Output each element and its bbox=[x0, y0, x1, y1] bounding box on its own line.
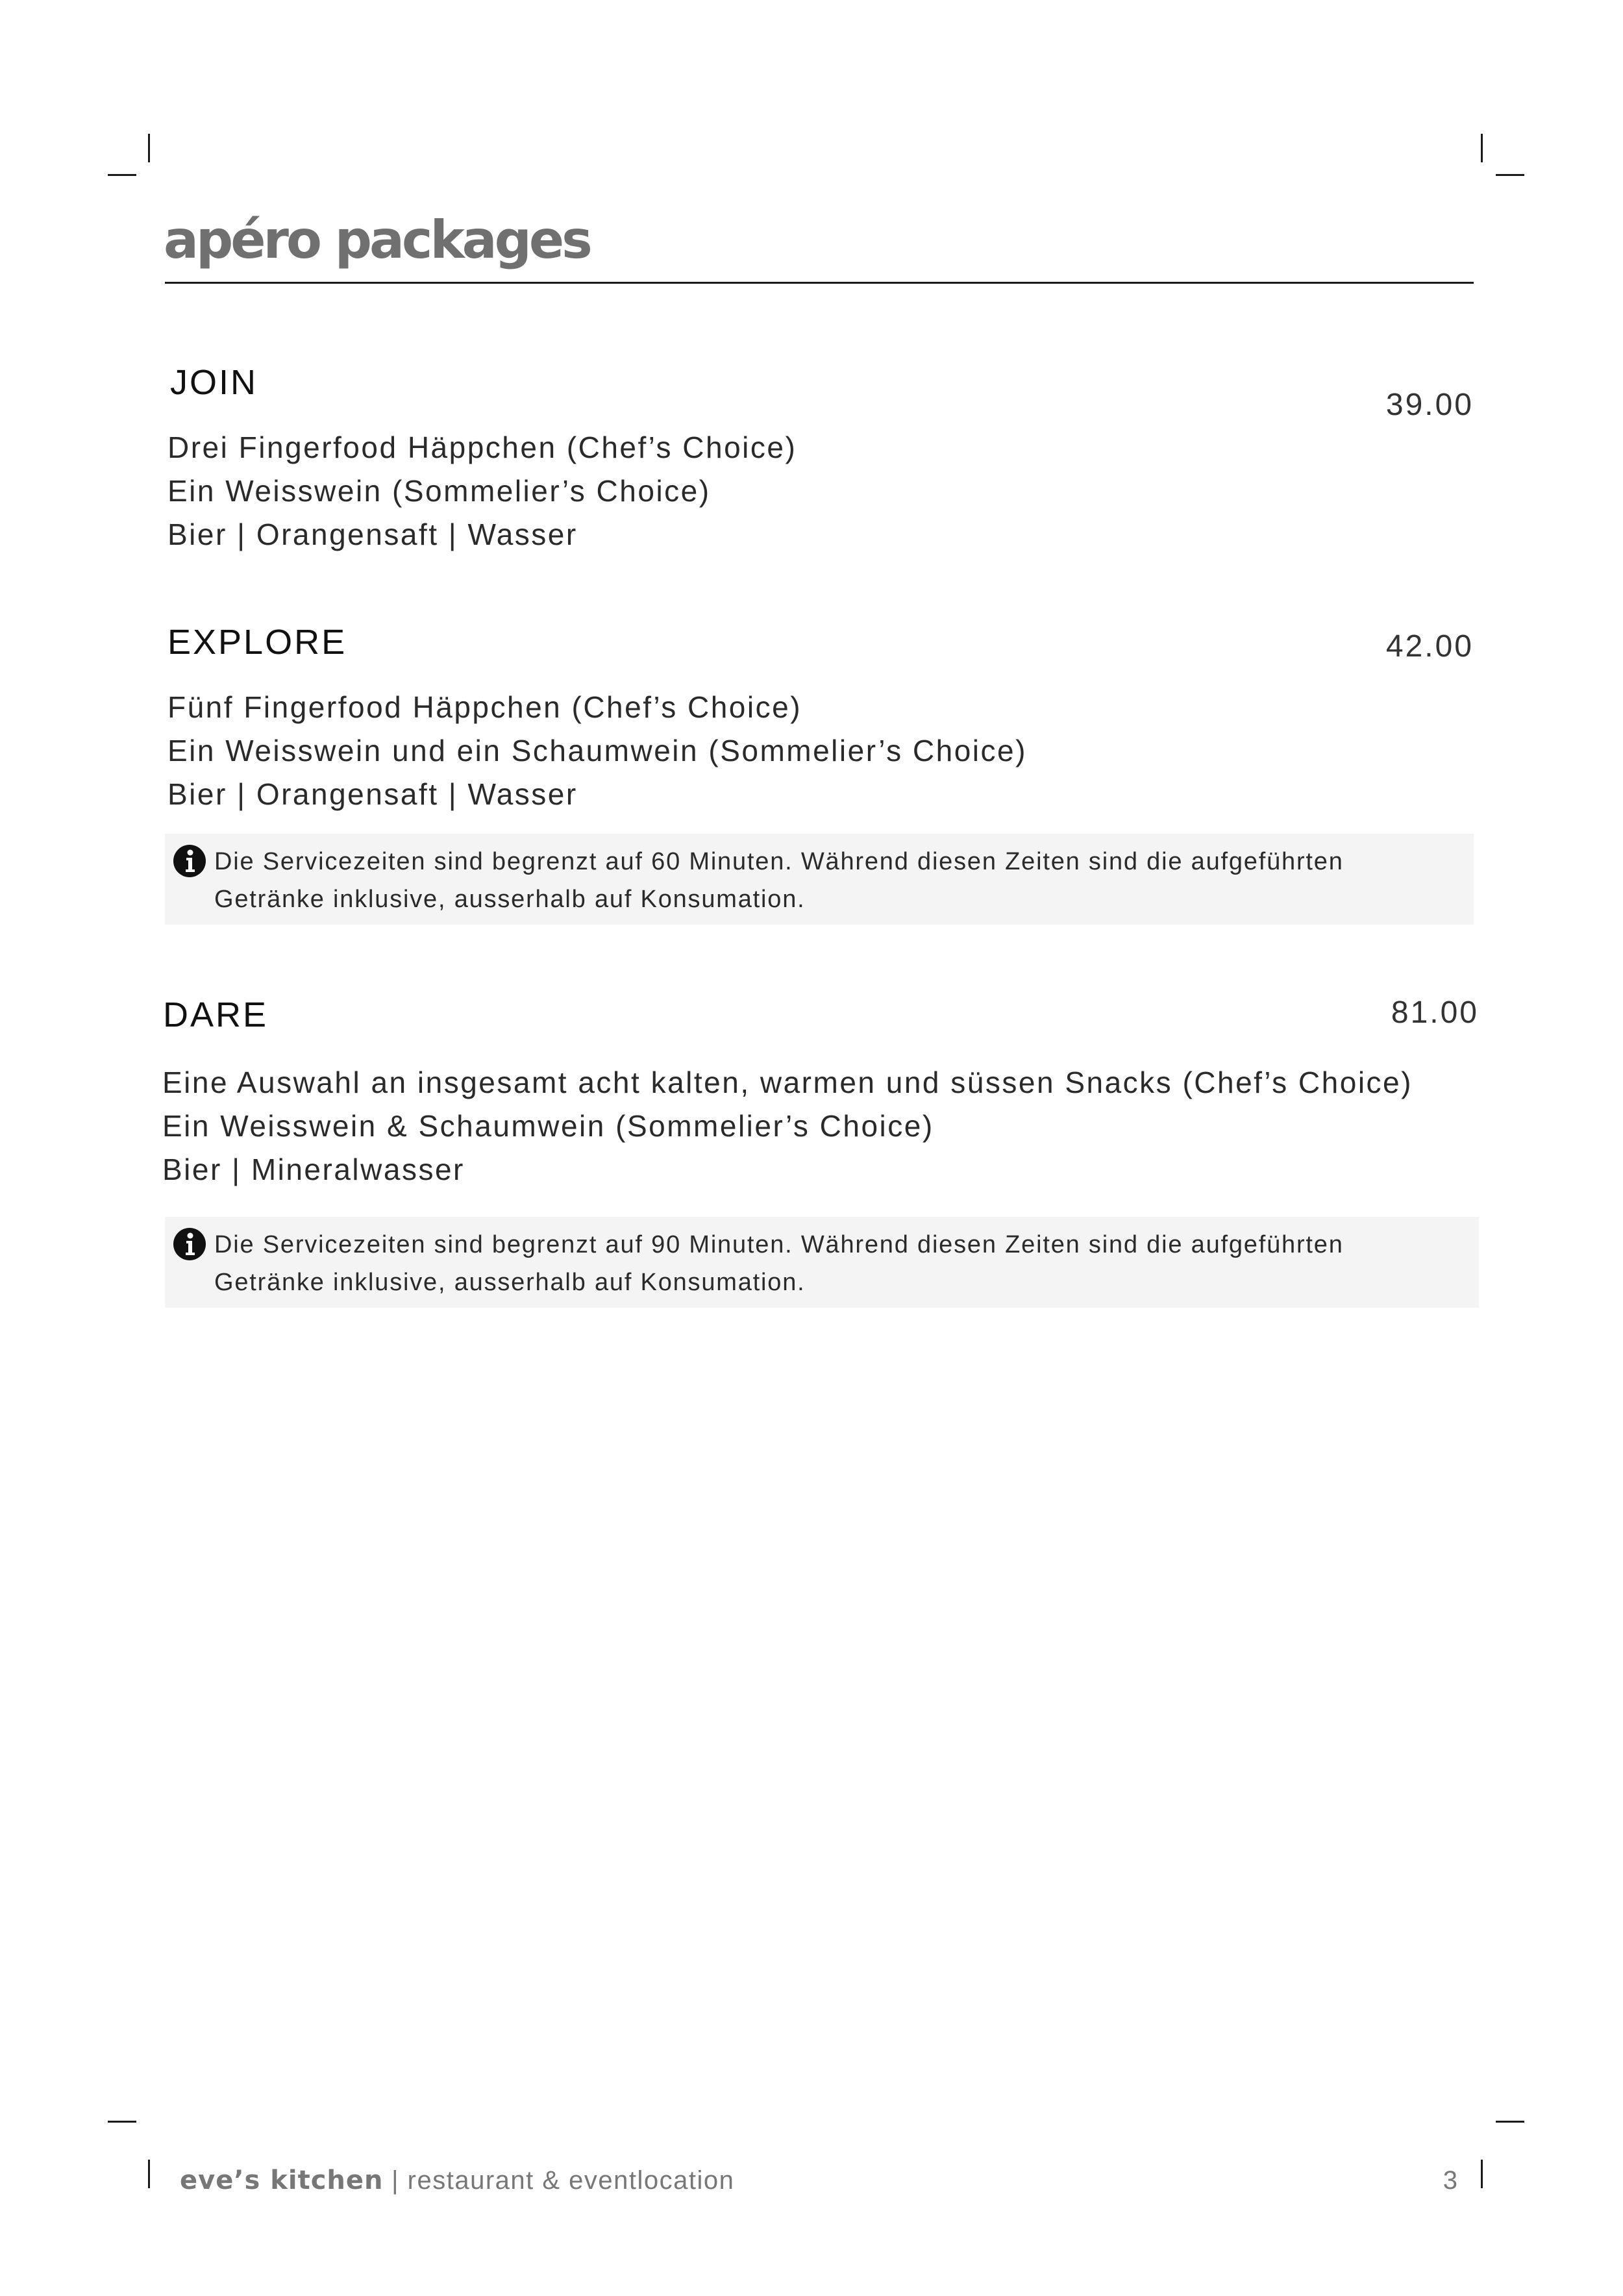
footer-brand: eve’s kitchen bbox=[180, 2165, 384, 2195]
package-item: Bier | Mineralwasser bbox=[162, 1153, 465, 1186]
note-line: Die Servicezeiten sind begrenzt auf 90 Minuten. Während diesen Zeiten sind die aufgeführten bbox=[214, 1231, 1344, 1258]
package-items bbox=[162, 1061, 1413, 1192]
crop-mark-bottom-right-v bbox=[1481, 2160, 1483, 2188]
package-price: 39.00 bbox=[1385, 388, 1474, 422]
package-item: Bier | Orangensaft | Wasser bbox=[167, 518, 578, 551]
package-item: Bier | Orangensaft | Wasser bbox=[167, 777, 578, 811]
note-line: Getränke inklusive, ausserhalb auf Konsumation. bbox=[214, 886, 806, 913]
package-item: Eine Auswahl an insgesamt acht kalten, warmen und süssen Snacks (Chef’s Choice) bbox=[162, 1066, 1413, 1099]
crop-mark-top-left-v bbox=[148, 134, 150, 162]
package-item: Ein Weisswein und ein Schaumwein (Sommelier’s Choice) bbox=[167, 734, 1027, 767]
package-name: DARE bbox=[163, 995, 269, 1034]
page-number: 3 bbox=[1443, 2166, 1457, 2195]
page-title: apéro packages bbox=[164, 210, 590, 270]
info-icon bbox=[173, 1227, 206, 1261]
note-line: Getränke inklusive, ausserhalb auf Konsumation. bbox=[214, 1269, 806, 1296]
crop-mark-top-right-h bbox=[1496, 174, 1524, 176]
package-item: Ein Weisswein & Schaumwein (Sommelier’s Choice) bbox=[162, 1109, 934, 1143]
package-item: Fünf Fingerfood Häppchen (Chef’s Choice) bbox=[167, 690, 802, 724]
crop-mark-bottom-left-v bbox=[148, 2160, 150, 2188]
footer bbox=[180, 2167, 734, 2193]
package-name: EXPLORE bbox=[167, 623, 347, 662]
crop-mark-bottom-right-h bbox=[1496, 2121, 1524, 2123]
package-name: JOIN bbox=[170, 363, 258, 402]
title-divider bbox=[165, 282, 1474, 284]
package-items bbox=[167, 686, 1027, 816]
crop-mark-top-left-h bbox=[108, 174, 136, 176]
crop-mark-top-right-v bbox=[1481, 134, 1483, 162]
footer-tagline: restaurant & eventlocation bbox=[407, 2166, 735, 2195]
service-time-note bbox=[165, 834, 1474, 925]
crop-mark-bottom-left-h bbox=[108, 2121, 136, 2123]
package-item: Ein Weisswein (Sommelier’s Choice) bbox=[167, 474, 711, 508]
package-item: Drei Fingerfood Häppchen (Chef’s Choice) bbox=[167, 430, 797, 464]
footer-separator: | bbox=[391, 2166, 400, 2195]
service-time-note bbox=[165, 1217, 1479, 1308]
package-items bbox=[167, 426, 797, 556]
package-price: 42.00 bbox=[1385, 629, 1474, 664]
note-line: Die Servicezeiten sind begrenzt auf 60 Minuten. Während diesen Zeiten sind die aufgeführten bbox=[214, 848, 1344, 875]
info-icon bbox=[173, 844, 206, 878]
package-price: 81.00 bbox=[1391, 995, 1479, 1030]
